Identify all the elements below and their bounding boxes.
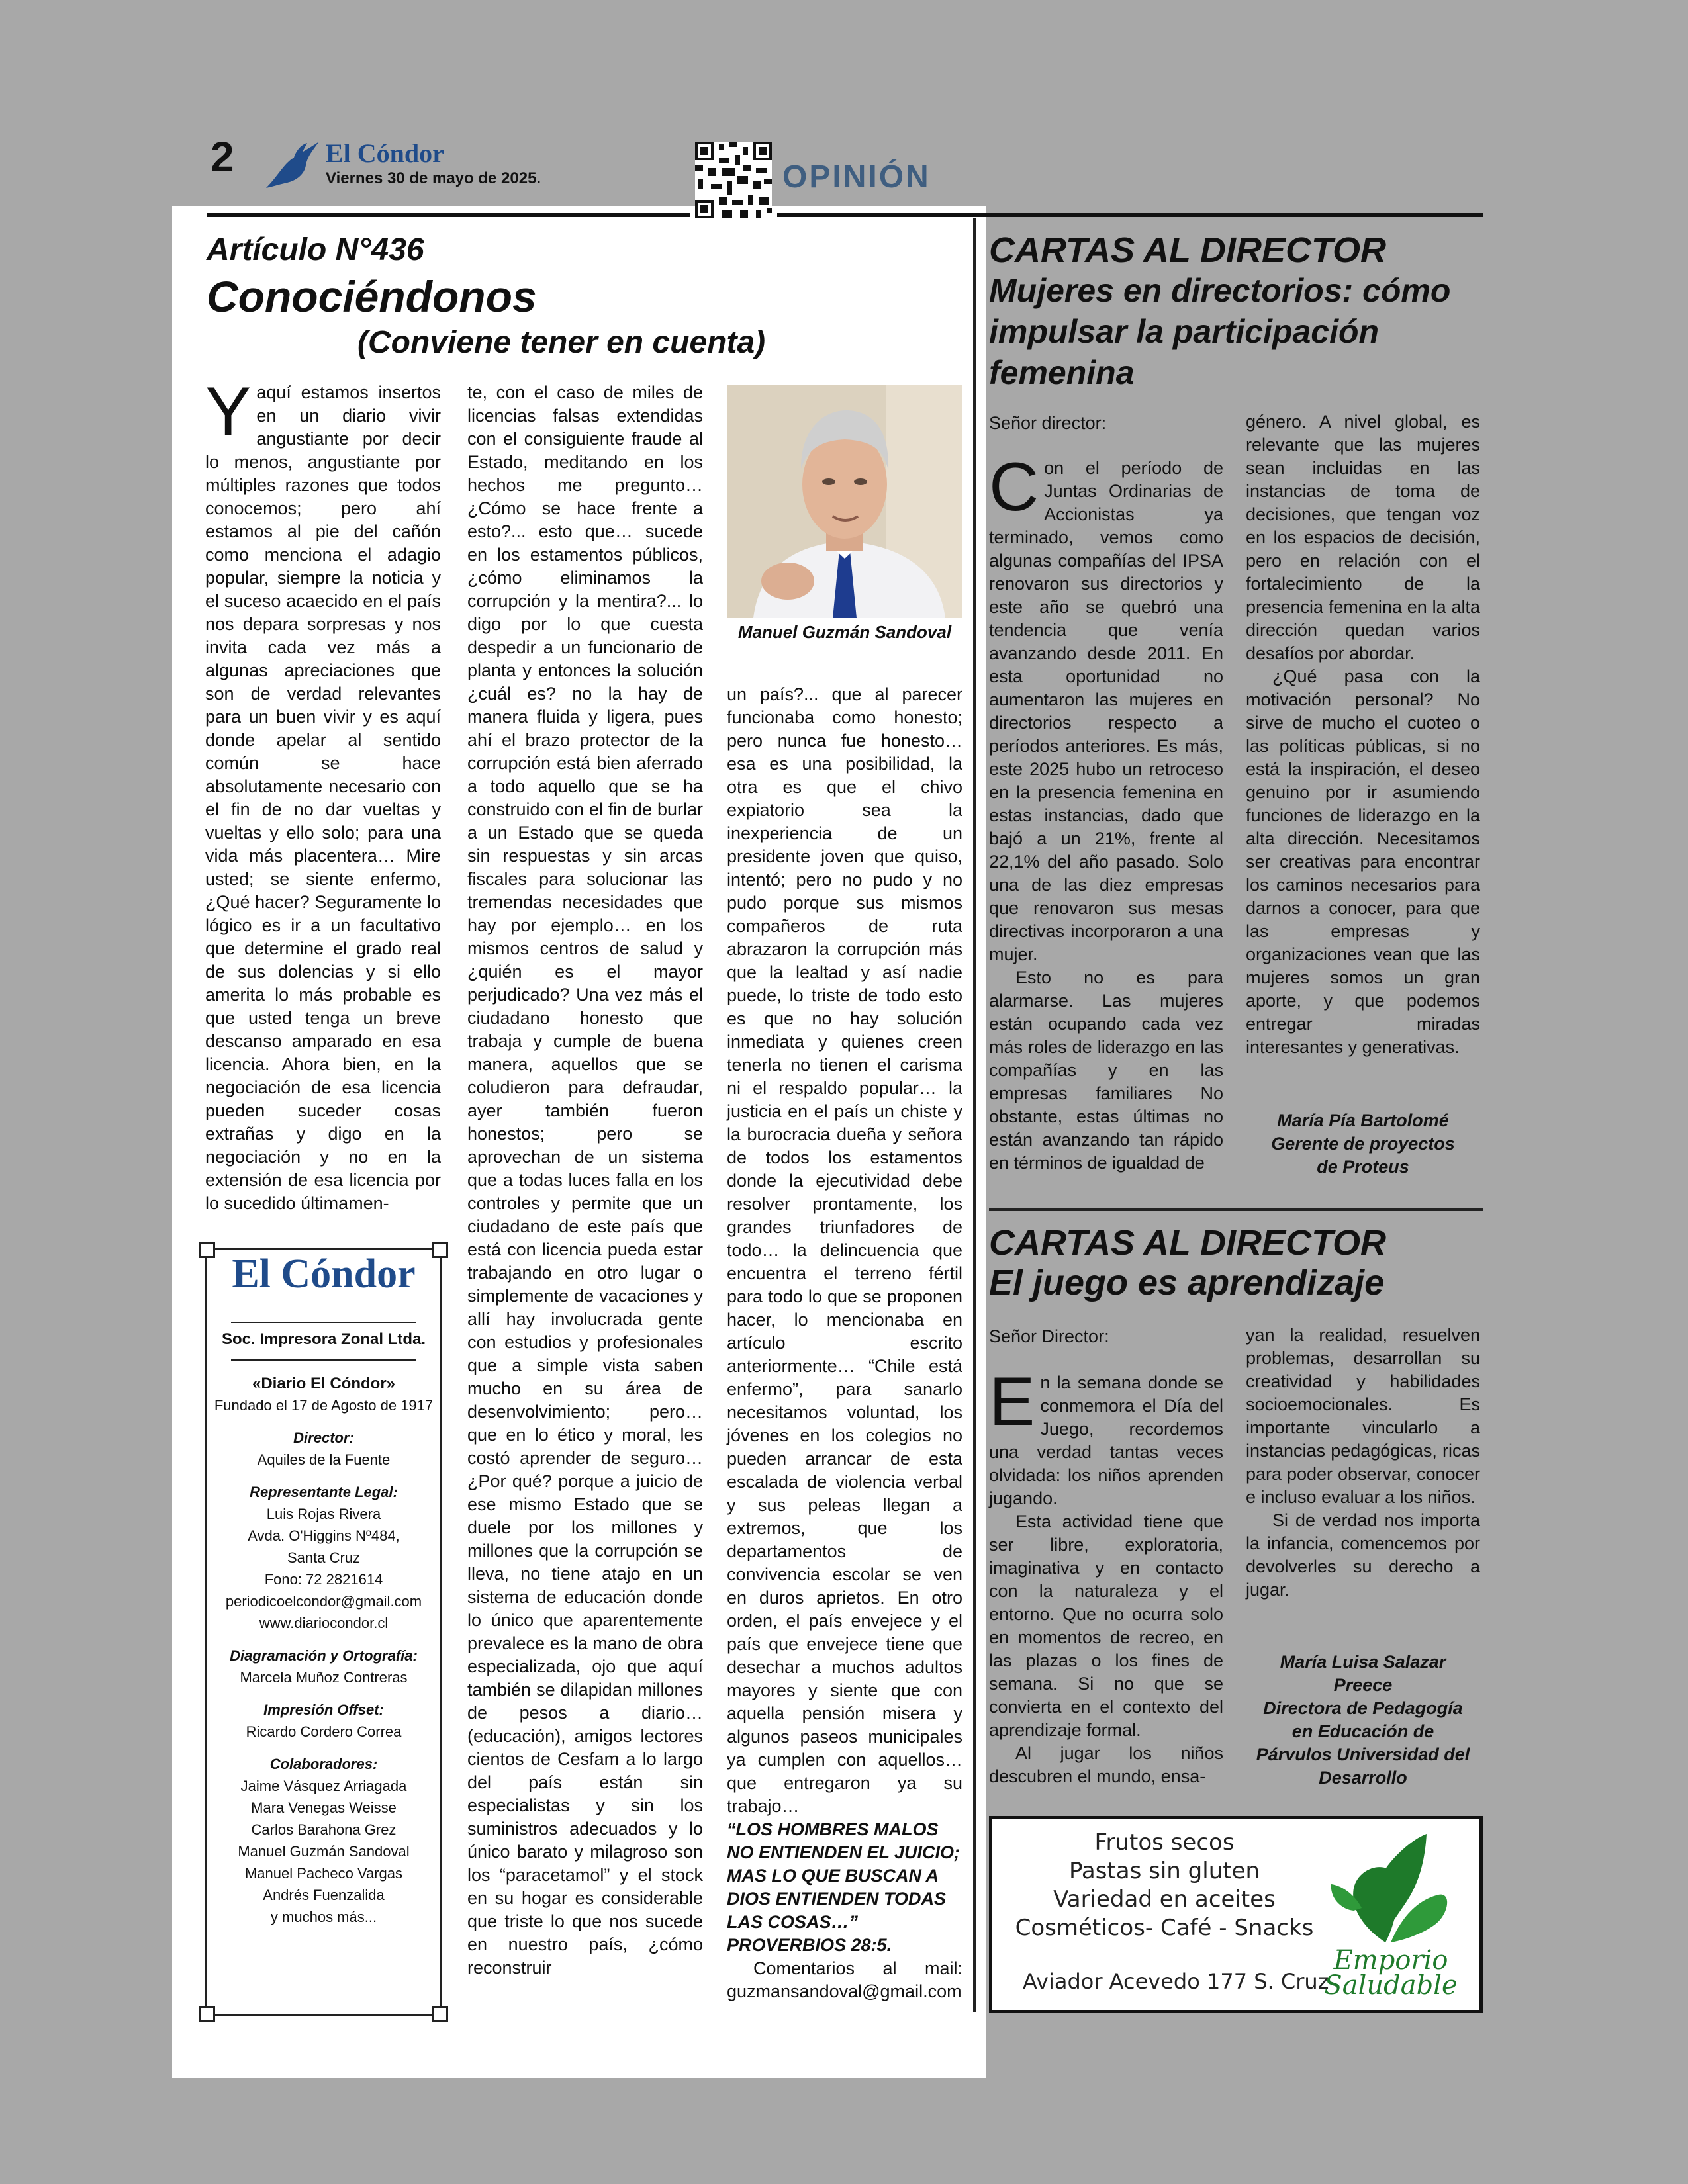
masthead-label: Diagramación y Ortografía: <box>230 1647 418 1664</box>
corner-ornament <box>432 2006 448 2022</box>
masthead-value: Fono: 72 2821614 <box>264 1571 383 1588</box>
article-subtitle: (Conviene tener en cuenta) <box>357 325 766 360</box>
collaborator-item: Carlos Barahona Grez <box>251 1821 397 1838</box>
drop-cap: C <box>989 449 1039 525</box>
header-rule <box>777 213 1483 217</box>
signature-name: María Luisa Salazar <box>1280 1652 1446 1672</box>
masthead-value: Luis Rojas Rivera <box>266 1506 381 1522</box>
letter2-column-a <box>989 1363 1223 1788</box>
column-divider <box>973 218 976 2012</box>
article-column-1 <box>205 373 441 1215</box>
masthead-value: Aquiles de la Fuente <box>257 1451 391 1468</box>
letter-kicker: CARTAS AL DIRECTOR <box>989 1223 1387 1263</box>
letter-text: Al jugar los niños descubren el mundo, ensa- <box>989 1743 1223 1786</box>
photo-caption: Manuel Guzmán Sandoval <box>737 622 952 642</box>
masthead-value: Marcela Muñoz Contreras <box>240 1669 408 1686</box>
article-text: aquí estamos insertos en un diario vivir angustiante por decir lo menos, angustiante por múltiples razones que todos conocemos; pero ahí estamos al pie del cañón como menciona el adagio popular, siempre la noticia y el suceso acaecido en el país nos depara sorpresas y nos invita cada vez más a algunas apreciaciones que son de verdad relevantes para un buen vivir y es aquí donde apelar al sentido común se hace absolutamente necesario con el fin de no dar vueltas y vueltas y ello solo; para una vida más placentera… Mire usted; se siente enfermo, ¿Qué hacer? Seguramente lo lógico es ir a un facultativo que determine el grado real de sus dolencias y si ello amerita lo más probable es que usted tenga un breve descanso amparado en esa licencia. Ahora bien, en la negociación de esa licencia pueden suceder cosas extrañas y digo en la negociación y no en la extensión de esa licencia por lo sucedido últimamen- <box>205 383 441 1213</box>
signature-name: María Pía Bartolomé <box>1277 1111 1449 1130</box>
letter-title: El juego es aprendizaje <box>989 1263 1385 1302</box>
page-number: 2 <box>211 133 234 181</box>
masthead-box <box>205 1248 442 2016</box>
letter-text: yan la realidad, resuelven problemas, desarrollan su creatividad y habilidades socioemocionales. Es importante vincularlo a instancias pedagógicas, ricas para poder observar, conocer e incluso evaluar a los niños. <box>1246 1325 1480 1507</box>
ad-brand-line: Saludable <box>1324 1970 1458 2001</box>
letter-text: on el período de Juntas Ordinarias de Accionistas ya terminado, vemos como algunas compañías del IPSA renovaron sus directorios y este año se quebró una tendencia que venía avanzando desde 2011. En esta oportunidad no aumentaron las mujeres en directorios respecto a períodos anteriores. Es más, este 2025 hubo un retroceso en la presencia femenina en estas instancias, dado que bajó a un 21%, frente al 22,1% del año pasado. Solo una de las diez empresas que renovaron sus mesas directivas incorporaron a una mujer. <box>989 458 1223 964</box>
letter1-heading <box>989 230 1479 393</box>
drop-cap: E <box>989 1363 1035 1440</box>
masthead-value: Ricardo Cordero Correa <box>246 1723 402 1740</box>
article-column-3 <box>727 683 962 2003</box>
letter-kicker: CARTAS AL DIRECTOR <box>989 230 1387 270</box>
section-divider <box>989 1208 1483 1211</box>
drop-cap: Y <box>205 373 252 450</box>
letter-text: Si de verdad nos importa la infancia, comencemos por devolverles su derecho a jugar. <box>1246 1510 1480 1600</box>
signature-role: Desarrollo <box>1319 1768 1407 1788</box>
letter1-column-a <box>989 449 1223 1175</box>
letter-salutation: Señor director: <box>989 413 1107 433</box>
article-column-2: te, con el caso de miles de licencias falsas extendidas con el consiguiente fraude al Estado, meditando en los hechos me pregunto… ¿Cómo se hace frente a esto?... esto que… sucede en los estamentos públicos, ¿cómo eliminamos la corrupción y la mentira?... lo digo por lo que cuesta despedir a un funcionario de planta y entonces la solución ¿cuál es? no la hay de manera fluida y ligera, pues ahí el brazo protector de la corrupción está bien aferrado a todo aquello que se ha construido con el fin de burlar a un Estado que se queda sin respuestas y sin arcas fiscales para solucionar las tremendas necesidades que hay por ejemplo… en los mismos centros de salud y ¿quién es el mayor perjudicado? Una vez más el ciudadano honesto que trabaja y cumple de buena manera, aquellos que se coludieron para defraudar, ayer también fueron honestos; pero se aprovechan de un sistema que a todas luces falla en los controles y permite que un ciudadano de este país que está con licencia pueda estar trabajando en otro lugar o simplemente de vacaciones y allí hay involucrada gente con estudios y profesionales que a simple vista saben mucho en su área de desenvolvimiento; pero… que en lo ético y moral, les costó aprender de seguro… ¿Por qué? porque a juicio de ese mismo Estado que se duele por los millones y millones que la corrupción se lleva, no tiene atajo en un sistema de educación donde lo único que aparentemente prevalece es la mano de obra especializada, ojo que aquí también se dilapidan millones de pesos a diario… (educación), amigos lectores cientos de Cesfam a lo largo del país están sin especialistas y sin los suministros adecuados y lo único barato y milagroso son los “paracetamol” y el stock en su hogar es considerable que triste lo que nos sucede en nuestro país, ¿cómo reconstruir <box>467 383 703 1978</box>
corner-ornament <box>199 2006 215 2022</box>
letter-text: Esto no es para alarmarse. Las mujeres están ocupando cada vez más roles de liderazgo en las compañías y en las empresas familiares No obstante, estas últimas no están avanzando tan rápido en términos de igualdad de <box>989 968 1223 1173</box>
masthead-email: periodicoelcondor@gmail.com <box>225 1593 422 1610</box>
letter-text: Esta actividad tiene que ser libre, exploratoria, imaginativa y en contacto con la naturaleza y el entorno. Que no ocurra solo en momentos de recreo, en las plazas o los fines de semana. Si no que se convierta en el contexto del aprendizaje formal. <box>989 1512 1223 1740</box>
letter-text: ¿Qué pasa con la motivación personal? No sirve de mucho el cuoteo o las políticas públicas, si no está la inspiración, el deseo genuino por ir asumiendo funciones de liderazgo en la alta dirección. Necesitamos ser creativas para encontrar los caminos necesarios para darnos a conocer, para que las empresas y organizaciones vean que las mujeres somos un gran aporte, y que podemos entregar miradas interesantes y generativas. <box>1246 666 1480 1057</box>
masthead-label: Representante Legal: <box>250 1484 398 1500</box>
author-photo <box>727 385 962 618</box>
signature-name: Preece <box>1333 1675 1393 1695</box>
advertisement <box>989 1816 1483 2013</box>
masthead-rule <box>231 1359 416 1361</box>
ad-line: Pastas sin gluten <box>1068 1858 1260 1884</box>
ad-line: Frutos secos <box>1094 1829 1235 1856</box>
collaborator-item: Andrés Fuenzalida <box>263 1887 385 1903</box>
letter-signature <box>1246 1651 1480 1790</box>
collaborator-item: Manuel Guzmán Sandoval <box>238 1843 410 1860</box>
section-title: OPINIÓN <box>782 159 931 195</box>
masthead-label: Impresión Offset: <box>263 1702 384 1718</box>
letter2-column-b <box>1246 1324 1480 1602</box>
masthead-company: Soc. Impresora Zonal Ltda. <box>221 1330 426 1348</box>
letter-text: género. A nivel global, es relevante que las mujeres sean incluidas en las instancias de toma de decisiones, que tengan voz en los espacios de decisión, pero en relación con el fortalecimiento de la presencia femenina en la alta dirección quedan varios desafíos por abordar. <box>1246 412 1480 663</box>
letter-text: n la semana donde se conmemora el Día del Juego, recordemos una verdad tantas veces olvidada: los niños aprenden jugando. <box>989 1373 1223 1508</box>
masthead-label: Colaboradores: <box>269 1756 378 1772</box>
letter-salutation: Señor Director: <box>989 1326 1109 1346</box>
letter-title: Mujeres en directorios: cómo impulsar la participación femenina <box>989 272 1451 391</box>
signature-role: de Proteus <box>1317 1157 1409 1177</box>
signature-role: en Educación de <box>1291 1721 1434 1741</box>
letter-signature <box>1246 1109 1480 1179</box>
signature-role: Directora de Pedagogía <box>1263 1698 1463 1718</box>
masthead-rule <box>231 1322 416 1323</box>
letter1-column-b <box>1246 410 1480 1059</box>
masthead-value: Avda. O'Higgins Nº484, <box>248 1527 400 1544</box>
collaborator-item: Manuel Pacheco Vargas <box>244 1865 403 1882</box>
header-date: Viernes 30 de mayo de 2025. <box>326 169 541 187</box>
ad-brand-line: Emporio <box>1333 1945 1448 1976</box>
ad-line: Variedad en aceites <box>1053 1886 1276 1913</box>
article-quote: “LOS HOMBRES MALOS NO ENTIENDEN EL JUICIO; MAS LO QUE BUSCAN A DIOS ENTIENDEN TODAS LAS COSAS…” PROVERBIOS 28:5. <box>727 1819 961 1955</box>
ad-line: Cosméticos- Café - Snacks <box>1015 1915 1314 1941</box>
masthead-logo-text: El Cóndor <box>232 1251 416 1297</box>
signature-role: Gerente de proyectos <box>1271 1134 1455 1154</box>
masthead-value: Santa Cruz <box>287 1549 361 1566</box>
header-rule <box>207 213 690 217</box>
ad-address: Aviador Acevedo 177 S. Cruz <box>1023 1969 1329 1994</box>
masthead-paper-name: «Diario El Cóndor» <box>252 1375 396 1392</box>
header-brand: El Cóndor <box>326 138 444 168</box>
letter2-heading <box>989 1223 1479 1302</box>
article-text: un país?... que al parecer funcionaba como honesto; pero nunca fue honesto… esa es una posibilidad, la otra es que el chivo expiatorio sea la inexperiencia de un presidente joven que quiso, intentó; pero no pudo y no pudo porque sus mismos compañeros de ruta abrazaron la corrupción más que la lealtad y así nadie puede, lo triste de todo esto es que no hay solución inmediata y quienes creen tenerla no tienen el carisma ni el respaldo popular… la justicia en el país un chiste y la burocracia dueña y señora de todos los estamentos donde la ejecutividad debe resolver prontamente, los grandes triunfadores de todo… la delincuencia que encuentra el terreno fértil para todo lo que se proponen hacer, lo mencionaba en artículo escrito anteriormente… “Chile está enfermo”, para sanarlo necesitamos voluntad, los jóvenes en los colegios no pueden arrancar de esta escalada de violencia verbal y sus peleas llegan a extremos, que los departamentos de convivencia escolar se ven en duros aprietos. En otro orden, el país envejece y el país que envejece tiene que desechar a muchos adultos mayores y siente que con aquella pensión misera y algunos paseos municipales ya cumplen con aquellos… que entregaron ya su trabajo… <box>727 684 962 1816</box>
qr-code-icon <box>695 142 772 218</box>
article-number: Artículo N°436 <box>207 232 424 267</box>
article-closing: Comentarios al mail: guzmansandoval@gmail.com <box>727 1958 962 2001</box>
collaborator-item: y muchos más... <box>270 1909 377 1925</box>
leaf-logo-icon <box>1327 1831 1453 1950</box>
masthead-founded: Fundado el 17 de Agosto de 1917 <box>214 1397 434 1414</box>
signature-role: Párvulos Universidad del <box>1256 1745 1470 1764</box>
condor-logo-icon <box>263 138 322 192</box>
masthead-label: Director: <box>293 1430 354 1446</box>
ad-brand <box>1311 1945 1470 2001</box>
article-title: Conociéndonos <box>207 272 537 321</box>
masthead-logo <box>207 1251 440 1316</box>
masthead-web: www.diariocondor.cl <box>259 1615 389 1631</box>
collaborator-item: Mara Venegas Weisse <box>251 1799 397 1816</box>
collaborator-item: Jaime Vásquez Arriagada <box>240 1778 407 1794</box>
